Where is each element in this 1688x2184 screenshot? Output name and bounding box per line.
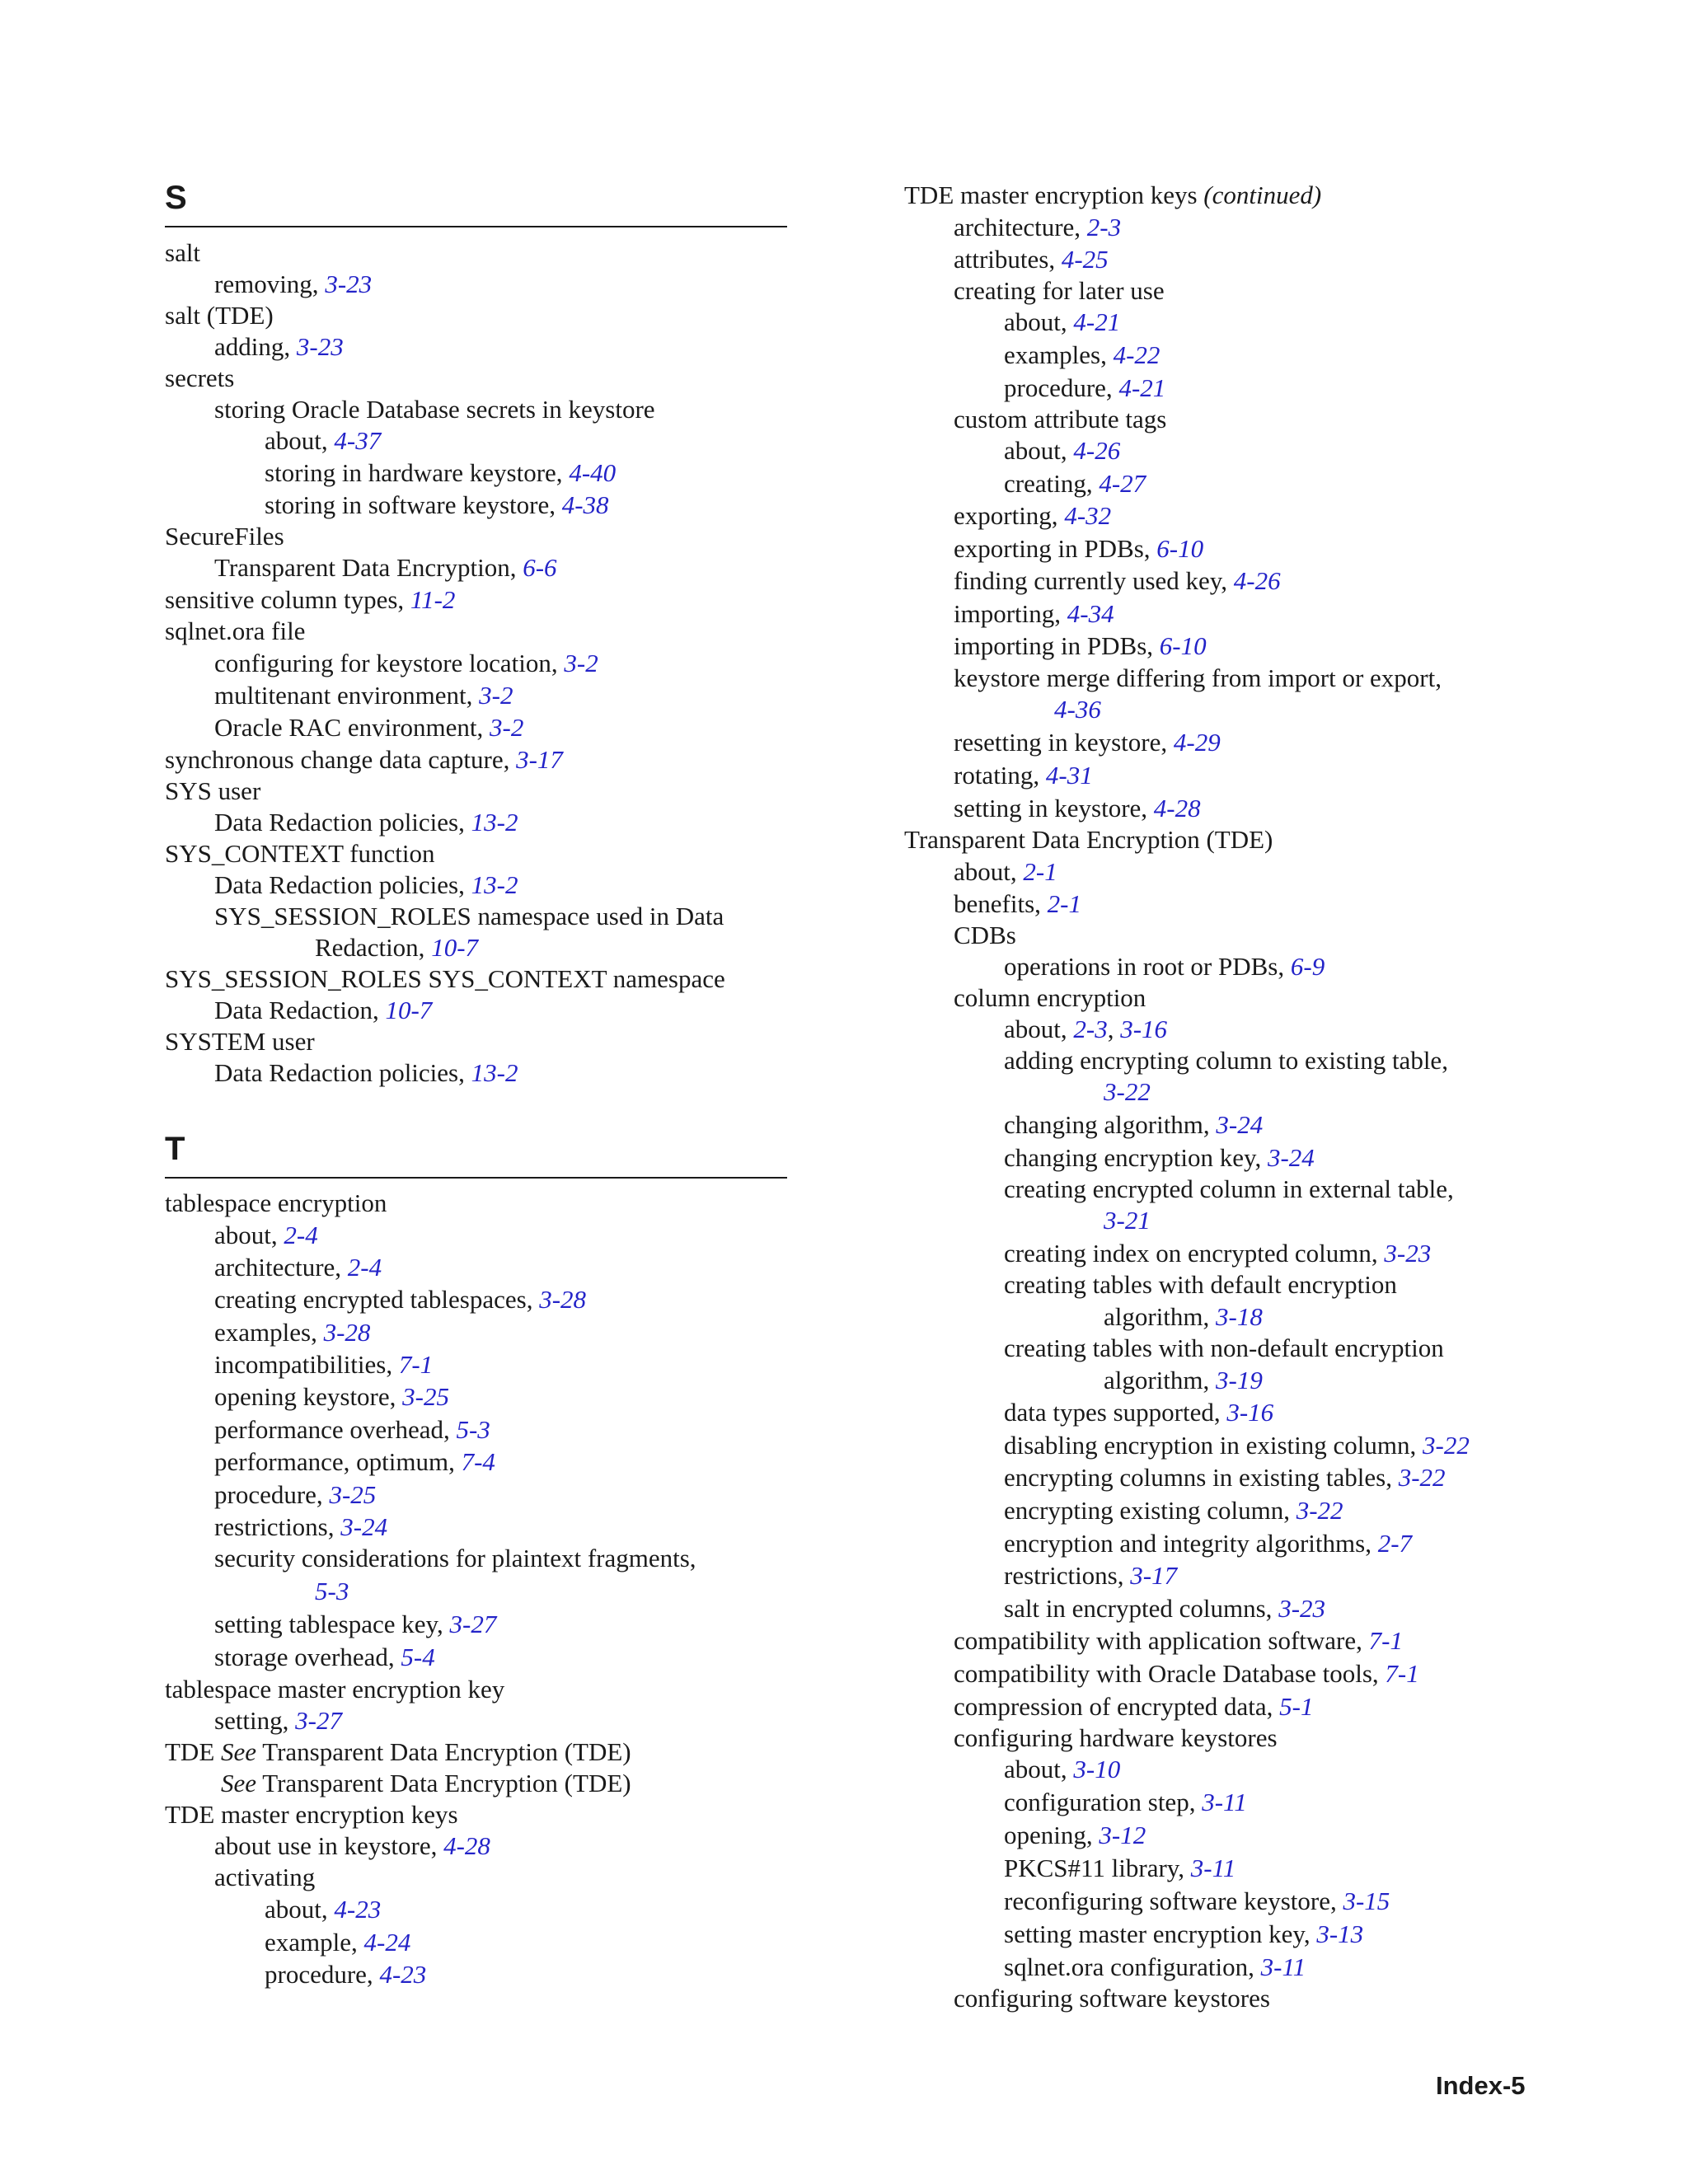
index-entry: rotating, 4-31: [954, 761, 1093, 790]
page-ref-link[interactable]: 6-10: [1159, 631, 1207, 660]
index-entry: changing algorithm, 3-24: [1004, 1110, 1264, 1139]
page-ref-link[interactable]: 3-11: [1202, 1788, 1247, 1816]
page-ref-link[interactable]: 4-34: [1067, 599, 1114, 628]
page-ref-link[interactable]: 5-3: [456, 1415, 490, 1444]
page-ref-link[interactable]: 3-23: [1384, 1239, 1432, 1268]
page-ref-link[interactable]: 3-19: [1216, 1366, 1263, 1394]
index-entry: tablespace master encryption key: [165, 1675, 505, 1704]
page-ref-link[interactable]: 3-23: [296, 332, 344, 361]
index-entry: salt: [165, 238, 201, 267]
page-ref-link[interactable]: 3-10: [1073, 1755, 1121, 1783]
page-ref-link[interactable]: 2-1: [1047, 889, 1081, 918]
page-ref-link[interactable]: 3-16: [1226, 1398, 1274, 1427]
page-ref-link[interactable]: 3-15: [1343, 1886, 1390, 1915]
index-entry: SYSTEM user: [165, 1027, 315, 1056]
index-entry: performance, optimum, 7-4: [214, 1447, 495, 1476]
page-ref-link[interactable]: 3-28: [539, 1285, 587, 1314]
page-ref-link[interactable]: 3-24: [1216, 1110, 1264, 1139]
page-ref-link[interactable]: 3-16: [1120, 1015, 1168, 1043]
page-ref-link[interactable]: 6-9: [1290, 952, 1325, 981]
page-ref-link[interactable]: 13-2: [471, 1058, 518, 1087]
page-ref-link[interactable]: 4-32: [1064, 501, 1112, 530]
page-ref-link[interactable]: 3-21: [1104, 1206, 1151, 1235]
section-heading-s: S: [165, 181, 787, 227]
index-entry: importing in PDBs, 6-10: [954, 631, 1207, 660]
page-ref-link[interactable]: 10-7: [431, 933, 479, 962]
index-entry: column encryption: [954, 983, 1146, 1012]
index-entry: operations in root or PDBs, 6-9: [1004, 952, 1325, 981]
page-ref-link[interactable]: 3-12: [1099, 1821, 1146, 1849]
index-entry: storing in software keystore, 4-38: [265, 490, 609, 519]
index-entry: architecture, 2-4: [214, 1253, 382, 1282]
index-entry: reconfiguring software keystore, 3-15: [1004, 1886, 1390, 1915]
index-entry: resetting in keystore, 4-29: [954, 728, 1221, 757]
page-ref-link[interactable]: 3-11: [1190, 1854, 1236, 1882]
index-entry: tablespace encryption: [165, 1188, 387, 1217]
index-entry: about, 4-21: [1004, 307, 1121, 336]
index-entry: sensitive column types, 11-2: [165, 585, 456, 614]
index-entry: setting in keystore, 4-28: [954, 794, 1201, 823]
index-entry: procedure, 4-21: [1004, 373, 1166, 402]
page-ref-link[interactable]: 4-38: [561, 490, 609, 519]
page-ref-link[interactable]: 3-17: [516, 745, 563, 774]
page-ref-link[interactable]: 3-27: [449, 1610, 497, 1638]
page-ref-link[interactable]: 4-21: [1118, 373, 1166, 402]
index-entry: about, 2-1: [954, 857, 1057, 886]
page-number: Index-5: [1436, 2071, 1526, 2100]
page-ref-link[interactable]: 4-28: [1153, 794, 1201, 823]
index-entry: sqlnet.ora file: [165, 616, 306, 645]
page-ref-link[interactable]: 7-1: [1368, 1626, 1403, 1655]
page-ref-link[interactable]: 3-22: [1104, 1077, 1151, 1106]
index-entry: Data Redaction policies, 13-2: [214, 870, 518, 899]
index-entry: importing, 4-34: [954, 599, 1114, 628]
index-entry: about, 4-23: [265, 1895, 382, 1924]
index-entry: storing in hardware keystore, 4-40: [265, 458, 617, 487]
page-ref-link[interactable]: 4-29: [1173, 728, 1221, 757]
page-ref-link[interactable]: 2-3: [1086, 213, 1122, 241]
index-entry: salt (TDE): [165, 301, 274, 330]
index-entry: Data Redaction policies, 13-2: [214, 1058, 518, 1087]
index-entry: Data Redaction, 10-7: [214, 996, 433, 1024]
page-ref-link[interactable]: 7-1: [398, 1350, 434, 1379]
index-entry: encrypting existing column, 3-22: [1004, 1496, 1343, 1525]
index-entry: secrets: [165, 363, 235, 392]
index-entry: storing Oracle Database secrets in keystore: [214, 395, 655, 424]
index-entry: activating: [214, 1863, 316, 1891]
index-entry: creating tables with default encryption: [1004, 1270, 1397, 1299]
page-ref-link[interactable]: 3-24: [340, 1512, 388, 1541]
page-ref-link[interactable]: 4-31: [1045, 761, 1093, 790]
page-ref-link[interactable]: 3-28: [323, 1318, 371, 1347]
index-entry: SYS_CONTEXT function: [165, 839, 435, 868]
index-entry-continuation: [1104, 1076, 1151, 1108]
page-ref-link[interactable]: 4-28: [443, 1831, 490, 1860]
index-entry: creating, 4-27: [1004, 469, 1146, 498]
index-entry: salt in encrypted columns, 3-23: [1004, 1594, 1326, 1623]
page-ref-link[interactable]: 3-22: [1296, 1496, 1343, 1525]
index-entry: sqlnet.ora configuration, 3-11: [1004, 1952, 1306, 1981]
index-entry: TDE master encryption keys: [165, 1800, 458, 1829]
page-ref-link[interactable]: 3-24: [1267, 1143, 1315, 1172]
page-ref-link[interactable]: 3-13: [1316, 1919, 1364, 1948]
page-ref-link[interactable]: 4-40: [569, 458, 617, 487]
section-heading-t: T: [165, 1132, 787, 1179]
page-ref-link[interactable]: 4-23: [334, 1895, 382, 1924]
index-entry: creating tables with non-default encryption: [1004, 1333, 1444, 1362]
index-entry: setting tablespace key, 3-27: [214, 1610, 497, 1638]
page-ref-link[interactable]: 4-21: [1073, 307, 1121, 336]
page-ref-link[interactable]: 3-11: [1260, 1952, 1306, 1981]
page-ref-link[interactable]: 3-22: [1423, 1431, 1470, 1460]
index-entry: about, 2-3, 3-16: [1004, 1015, 1168, 1043]
page-ref-link[interactable]: 5-3: [315, 1577, 349, 1605]
index-entry: creating encrypted tablespaces, 3-28: [214, 1285, 587, 1314]
page-ref-link[interactable]: 4-22: [1113, 340, 1160, 369]
page-ref-link[interactable]: 11-2: [410, 585, 456, 614]
index-entry: TDE See Transparent Data Encryption (TDE): [165, 1737, 631, 1766]
index-entry: configuring software keystores: [954, 1984, 1270, 2013]
index-entry: multitenant environment, 3-2: [214, 681, 513, 710]
index-entry: synchronous change data capture, 3-17: [165, 745, 563, 774]
page-ref-link[interactable]: 4-24: [363, 1928, 411, 1957]
index-entry: about use in keystore, 4-28: [214, 1831, 490, 1860]
index-entry: compatibility with application software, 7-1: [954, 1626, 1403, 1655]
index-entry: configuring for keystore location, 3-2: [214, 649, 598, 677]
page-ref-link[interactable]: 13-2: [471, 808, 518, 837]
page-ref-link[interactable]: 3-2: [479, 681, 513, 710]
index-entry: configuration step, 3-11: [1004, 1788, 1247, 1816]
index-entry: encrypting columns in existing tables, 3-22: [1004, 1463, 1446, 1492]
page-ref-link[interactable]: 2-3: [1073, 1015, 1108, 1043]
index-entry-continuation: Redaction, 10-7: [315, 933, 479, 962]
page-ref-link[interactable]: 3-2: [490, 713, 524, 742]
page-ref-link[interactable]: 7-4: [461, 1447, 495, 1476]
index-entry: examples, 4-22: [1004, 340, 1160, 369]
index-entry: compatibility with Oracle Database tools, 7-1: [954, 1659, 1419, 1688]
index-entry: opening keystore, 3-25: [214, 1382, 449, 1411]
index-entry: creating index on encrypted column, 3-23: [1004, 1239, 1432, 1268]
index-entry: Transparent Data Encryption, 6-6: [214, 553, 557, 582]
index-entry: exporting in PDBs, 6-10: [954, 534, 1204, 563]
index-entry: SYS user: [165, 776, 261, 805]
index-entry: about, 3-10: [1004, 1755, 1121, 1783]
index-entry: adding encrypting column to existing table,: [1004, 1046, 1448, 1075]
page-ref-link[interactable]: 4-26: [1233, 566, 1281, 595]
index-entry: benefits, 2-1: [954, 889, 1081, 918]
index-entry: about, 2-4: [214, 1221, 318, 1249]
index-entry: disabling encryption in existing column, 3-22: [1004, 1431, 1470, 1460]
index-entry: setting, 3-27: [214, 1706, 342, 1735]
index-entry-continuation: [1104, 1205, 1151, 1236]
index-entry: changing encryption key, 3-24: [1004, 1143, 1315, 1172]
index-entry: adding, 3-23: [214, 332, 344, 361]
page-ref-link[interactable]: 3-18: [1216, 1302, 1263, 1331]
page-ref-link[interactable]: 7-1: [1385, 1659, 1419, 1688]
index-entry: CDBs: [954, 921, 1016, 949]
index-entry: SYS_SESSION_ROLES SYS_CONTEXT namespace: [165, 964, 725, 993]
index-entry: creating encrypted column in external table,: [1004, 1174, 1454, 1203]
page-ref-link[interactable]: 3-27: [295, 1706, 342, 1735]
index-entry: Data Redaction policies, 13-2: [214, 808, 518, 837]
index-entry: procedure, 3-25: [214, 1480, 377, 1509]
page-ref-link[interactable]: 4-27: [1099, 469, 1146, 498]
page-ref-link[interactable]: 3-23: [325, 269, 373, 298]
index-entry: SecureFiles: [165, 522, 284, 551]
page-ref-link[interactable]: 4-23: [379, 1960, 427, 1989]
index-entry-continuation: [1054, 694, 1101, 725]
index-entry: SYS_SESSION_ROLES namespace used in Data: [214, 902, 724, 930]
index-entry: setting master encryption key, 3-13: [1004, 1919, 1364, 1948]
page-ref-link[interactable]: 5-4: [401, 1643, 435, 1671]
page-ref-link[interactable]: 2-4: [284, 1221, 318, 1249]
index-entry: opening, 3-12: [1004, 1821, 1146, 1849]
index-entry: compression of encrypted data, 5-1: [954, 1692, 1314, 1721]
page-ref-link[interactable]: 3-23: [1278, 1594, 1326, 1623]
index-entry: performance overhead, 5-3: [214, 1415, 490, 1444]
index-entry-continuation: algorithm, 3-18: [1104, 1302, 1263, 1331]
page-ref-link[interactable]: 4-37: [334, 426, 382, 455]
index-entry: incompatibilities, 7-1: [214, 1350, 434, 1379]
index-entry: examples, 3-28: [214, 1318, 371, 1347]
index-entry: Oracle RAC environment, 3-2: [214, 713, 524, 742]
index-entry: storage overhead, 5-4: [214, 1643, 435, 1671]
index-entry: Transparent Data Encryption (TDE): [904, 825, 1273, 854]
index-entry: encryption and integrity algorithms, 2-7: [1004, 1529, 1413, 1558]
index-entry: exporting, 4-32: [954, 501, 1112, 530]
index-entry: PKCS#11 library, 3-11: [1004, 1854, 1236, 1882]
index-entry: example, 4-24: [265, 1928, 411, 1957]
index-entry: attributes, 4-25: [954, 245, 1109, 274]
page-ref-link[interactable]: 6-6: [523, 553, 557, 582]
index-entry: keystore merge differing from import or export,: [954, 663, 1442, 692]
page-ref-link[interactable]: 2-7: [1377, 1529, 1413, 1558]
index-entry: TDE master encryption keys (continued): [904, 180, 1322, 209]
index-entry: security considerations for plaintext fragments,: [214, 1544, 696, 1572]
index-entry: creating for later use: [954, 276, 1165, 305]
page-ref-link[interactable]: 13-2: [471, 870, 518, 899]
index-entry: See Transparent Data Encryption (TDE): [221, 1769, 631, 1797]
index-entry: procedure, 4-23: [265, 1960, 427, 1989]
index-entry: restrictions, 3-24: [214, 1512, 388, 1541]
index-entry: custom attribute tags: [954, 405, 1167, 434]
index-entry: about, 4-26: [1004, 436, 1121, 465]
index-entry: architecture, 2-3: [954, 213, 1122, 241]
page-ref-link[interactable]: 10-7: [385, 996, 433, 1024]
index-entry-continuation: [315, 1576, 349, 1607]
index-entry-continuation: algorithm, 3-19: [1104, 1366, 1263, 1394]
index-entry: removing, 3-23: [214, 269, 373, 298]
page-ref-link[interactable]: 4-36: [1054, 695, 1101, 724]
index-entry: restrictions, 3-17: [1004, 1561, 1178, 1590]
index-entry: data types supported, 3-16: [1004, 1398, 1274, 1427]
page-ref-link[interactable]: 6-10: [1156, 534, 1204, 563]
page-ref-link[interactable]: 2-1: [1023, 857, 1057, 886]
page-ref-link[interactable]: 5-1: [1279, 1692, 1314, 1721]
index-entry: finding currently used key, 4-26: [954, 566, 1281, 595]
page-ref-link[interactable]: 3-2: [564, 649, 598, 677]
page-ref-link[interactable]: 3-25: [329, 1480, 377, 1509]
page-ref-link[interactable]: 3-22: [1398, 1463, 1446, 1492]
index-entry: configuring hardware keystores: [954, 1723, 1278, 1752]
page-ref-link[interactable]: 3-17: [1130, 1561, 1178, 1590]
index-entry: about, 4-37: [265, 426, 382, 455]
page-ref-link[interactable]: 3-25: [402, 1382, 449, 1411]
page-ref-link[interactable]: 4-25: [1061, 245, 1109, 274]
page-ref-link[interactable]: 4-26: [1073, 436, 1121, 465]
page-ref-link[interactable]: 2-4: [347, 1253, 382, 1282]
